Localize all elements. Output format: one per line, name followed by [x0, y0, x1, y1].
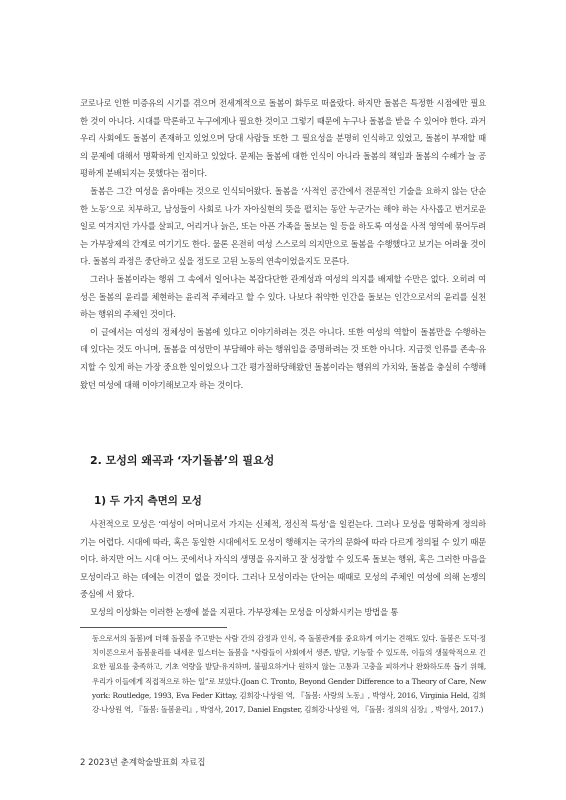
section-heading: 2. 모성의 왜곡과 ‘자기돌봄’의 필요성: [90, 454, 275, 467]
page-footer: 2 2023년 춘계학술발표회 자료집: [80, 758, 206, 768]
paragraph: 모성의 이상화는 이러한 논쟁에 불을 지핀다. 가부장제는 모성을 이상화시키는 방법을 통: [90, 606, 399, 617]
body-text-bottom: [80, 516, 486, 622]
paragraph: 코로나로 인한 미증유의 시기를 겪으며 전세계적으로 돌봄이 화두로 떠올랐다. 하지만 돌봄은 특정한 시점에만 필요한 것이 아니다. 시대를 막론하고 누구에게나 필요한 것이고 그렇기 때문에 누구나 돌봄을 받을 수 있어야 한다. 과거 우리 사회에도 돌봄이 존재하고 있었으며 당대 사람들 또한 그 필요성을 분명히 인식하고 있었고, 돌봄이 부재할 때의 문제에 대해서 명확하게 인지하고 있었다. 문제는 돌봄에 대한 인식이 아니라 돌봄의 책임과 돌봄의 수혜가 늘 공평하게 분배되지는 못했다는 점이다.: [80, 98, 486, 179]
footnote-divider: [80, 627, 227, 628]
footnote: 동으로서의 돌봄)에 더해 돌봄을 주고받는 사람 간의 감정과 인식, 즉 돌봄관계를 중요하게 여기는 견해도 있다. 돌봄은 도덕·정치이론으로서 돌봄윤리를 내세운 일스터는 돌봄을 “사람들이 사회에서 생존, 발달, 기능할 수 있도록, 이들의 생물학적으로 긴요한 필요를 충족하고, 기초 역량을 발달·유지하며, 불필요하거나 원하지 않는 고통과 고충을 피하거나 완화하도록 돕기 위해, 우리가 이들에게 직접적으로 하는 일”로 보았다.(Joan C. Tronto, Beyond Gender Difference to a Theory of Care, New york: Routledge, 1993, Eva Feder Kittay, 김희강·나상원 역, 『돌봄: 사랑의 노동』, 박영사, 2016, Virginia Held, 김희강·나상원 역, 『돌봄: 돌봄윤리』, 박영사, 2017, Daniel Engster, 김희강·나상원 역, 『돌봄: 정의의 심장』, 박영사, 2017.): [92, 634, 486, 715]
subsection-heading: 1) 두 가지 측면의 모성: [94, 495, 202, 507]
paragraph: 사전적으로 모성은 ‘여성이 어머니로서 가지는 신체적, 정신적 특성’을 일컫는다. 그러나 모성을 명확하게 정의하기는 어렵다. 시대에 따라, 혹은 동일한 시대에서도 모성이 행해지는 국가의 문화에 따라 다르게 정의될 수 있기 때문이다. 하지만 어느 시대 어느 곳에서나 자식의 생명을 유지하고 잘 성장할 수 있도록 돌보는 행위, 혹은 그러한 마음을 모성이라고 하는 데에는 이견이 없을 것이다. 그러나 모성이라는 단어는 때때로 모성의 주체인 여성에 의해 논쟁의 중심에 서 왔다.: [80, 519, 486, 600]
paragraph: 이 글에서는 여성의 정체성이 돌봄에 있다고 이야기하려는 것은 아니다. 또한 여성의 역할이 돌봄만을 수행하는 데 있다는 것도 아니며, 돌봄을 여성만이 부담해야 하는 행위임을 증명하려는 것 또한 아니다. 지금껏 인류를 존속·유지할 수 있게 하는 가장 중요한 일이었으나 그간 평가절하당해왔던 돌봄이라는 행위의 가치와, 돌봄을 충실히 수행해왔던 여성에 대해 이야기해보고자 하는 것이다.: [80, 326, 486, 390]
body-text-top: [80, 95, 486, 394]
paragraph: 돌봄은 그간 여성을 옭아매는 것으로 인식되어왔다. 돌봄을 ‘사적인 공간에서 전문적인 기술을 요하지 않는 단순한 노동’으로 치부하고, 남성들이 사회로 나가 자아실현의 뜻을 펼치는 동안 누군가는 해야 하는 사사롭고 번거로운 일로 여겨지던 가사를 살피고, 어리거나 늙은, 또는 아픈 가족을 돌보는 일 등을 하도록 여성을 사적 영역에 묶어두려는 가부장제의 간계로 여기기도 한다. 물론 온전히 여성 스스로의 의지만으로 돌봄을 수행했다고 보기는 어려울 것이다. 돌봄의 과정은 중단하고 싶을 정도로 고된 노동의 연속이었을지도 모른다.: [80, 185, 486, 267]
paragraph: 그러나 돌봄이라는 행위 그 속에서 일어나는 복잡다단한 관계성과 여성의 의지를 배제할 수만은 없다. 오히려 여성은 돌봄의 윤리를 체현하는 윤리적 주체라고 할 수 있다. 나보다 취약한 인간을 돌보는 인간으로서의 윤리를 실천하는 행위의 주체인 것이다.: [80, 273, 486, 320]
